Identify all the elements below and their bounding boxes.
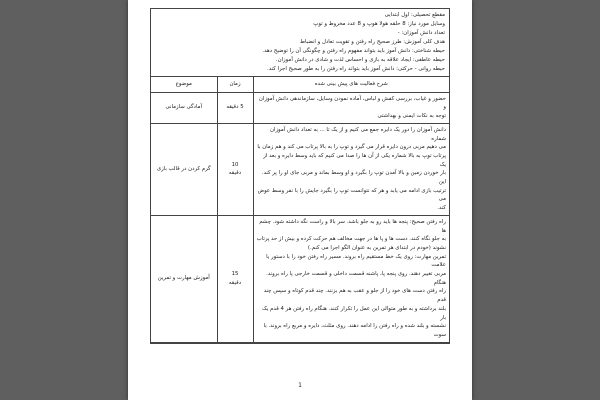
- description-line: مربی تغییر دهند. روی پنجه پا، پاشنه قسمت داخلی و قسمت خارجی پا راه بروند. هنگام: [266, 271, 446, 286]
- description-line: نشوند (خودم در ابتدای هر تمرین به عنوان الگو اجرا می کنم.): [307, 244, 446, 251]
- description-line: توجه به نکات ایمنی و بهداشتی: [377, 113, 446, 120]
- row-time: [217, 123, 253, 215]
- description-line: بلند برداشته و به طور متوالی این عمل را تکرار کنند. هنگام راه رفتن هر 4 قدم یک بار: [261, 305, 446, 321]
- row-description: [253, 123, 449, 215]
- description-line: ترتیب بازی ادامه می یابد و هر که نتوانست توپ را بگیرد جایش را با نفر وسط عوض می: [257, 187, 446, 203]
- row-description: [253, 215, 449, 342]
- info-psychomotor-domain: حیطه روانی - حرکتی: دانش آموز باید بتواند راه رفتن را به طور صحیح اجرا کند.: [267, 66, 445, 72]
- info-general-goal: هدف کلی آموزش: طرز صحیح راه رفتن و تقویت تعادل و انضباط: [300, 39, 445, 45]
- lesson-info-block: [151, 9, 449, 77]
- info-cognitive-domain: حیطه شناختی: دانش آموز باید بتواند مفهوم راه رفتن و چگونگی آن را توضیح دهد.: [262, 48, 445, 54]
- description-line: حضور و غیاب، بررسی کفش و لباس، آماده نمودن وسایل، سازماندهی دانش آموزان و: [258, 95, 446, 111]
- time-value: 10: [231, 161, 239, 168]
- info-grade: مقطع تحصیلی: اول ابتدایی: [384, 12, 445, 18]
- info-equipment: وسایل مورد نیاز: 8 حلقه هولا هوپ و 8 عدد مخروط و توپ: [313, 21, 445, 27]
- header-topic: موضوع: [151, 77, 217, 92]
- page-number: 1: [298, 382, 302, 389]
- description-line: راه رفتن دست های خود را از جلو و عقب به هم بزنند. چند قدم کوتاه و سپس چند قدم: [263, 288, 446, 304]
- row-topic: آموزش مهارت و تمرین: [151, 215, 217, 342]
- description-line: دانش آموزان را دور یک دایره جمع می کنیم و از یک تا ... به تعداد دانش آموزان شماره: [270, 126, 446, 142]
- time-unit: دقیقه: [228, 279, 242, 286]
- description-line: پرتاب توپ به بالا شماره یکی از آن ها را صدا می کنیم که باید وسط دایره و بعد از یک: [263, 152, 446, 168]
- row-topic: آمادگی سازمانی: [151, 92, 217, 123]
- activities-table: [151, 77, 449, 343]
- description-line: کند.: [437, 205, 446, 212]
- row-topic: گرم کردن در قالب بازی: [151, 123, 217, 215]
- lesson-plan-table: [150, 8, 450, 344]
- time-unit: دقیقه: [228, 170, 242, 177]
- row-time: [217, 215, 253, 342]
- header-description: شرح فعالیت های پیش بینی شده: [253, 77, 449, 92]
- table-row: [151, 215, 449, 342]
- info-affective-domain: حیطه عاطفی: ایجاد علاقه به بازی و احساس لذت و شادی در دانش آموزان.: [275, 57, 445, 63]
- description-line: نشسته و بلند شده و راه رفتن را ادامه دهند. روی مثلث، دایره و مربع راه بروند. با سوت: [263, 323, 446, 338]
- description-line: می دهیم مربی درون دایره قرار می گیرد و توپ را به بالا پرتاب می کند و هم زمان با: [257, 144, 446, 151]
- description-line: تمرین مهارت: روی یک خط مستقیم راه بروند. مسیر راه رفتن خود را با دستور یا علامت: [266, 253, 446, 269]
- info-student-count: تعداد دانش آموزان: -: [397, 30, 445, 36]
- description-line: به جلو نگاه کنند. دست ها و پا ها در جهت مخالف هم حرکت کرده و بیش از حد پرتاب: [256, 236, 446, 243]
- row-description: [253, 92, 449, 123]
- description-line: راه رفتن صحیح: پنجه ها باید رو به جلو باشد. سر بالا و راست نگه داشته شود. چشم ها: [259, 218, 446, 234]
- description-line: بار خوردن زمین و بالا آمدن توپ را بگیرد و او وسط بماند و مربی جای او را پر کند. این: [261, 170, 446, 186]
- row-time: 5 دقیقه: [217, 92, 253, 123]
- table-row: [151, 92, 449, 123]
- table-row: [151, 123, 449, 215]
- table-header-row: [151, 77, 449, 92]
- document-page: [128, 0, 472, 400]
- time-value: 15: [231, 271, 239, 278]
- header-time: زمان: [217, 77, 253, 92]
